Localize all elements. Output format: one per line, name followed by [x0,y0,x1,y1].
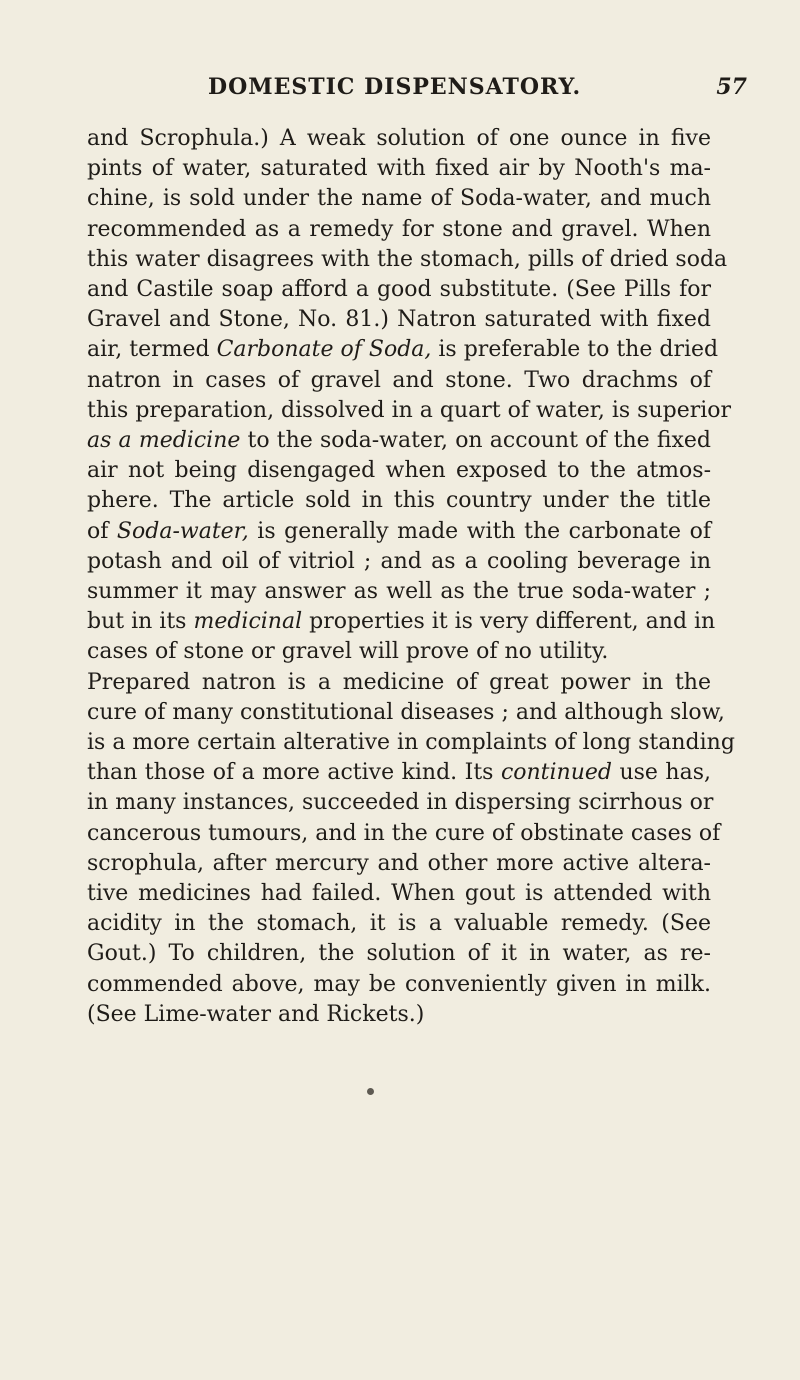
italic-term: continued [500,760,612,786]
text-line-21: is a more certain alterative in complaints of long standing [87,730,735,756]
text-line-3: chine, is sold under the name of Soda-water, and much [87,186,711,212]
italic-term: Soda-water, [116,518,249,544]
text-line-18: cases of stone or gravel will prove of no utility. [87,639,609,665]
text-line-24: cancerous tumours, and in the cure of obstinate cases of [87,820,721,846]
text-line-30: (See Lime-water and Rickets.) [87,1001,425,1027]
text-line-10: this preparation, dissolved in a quart of water, is superior [87,397,732,423]
text-line-11: as a medicine to the soda-water, on account of the fixed [87,428,712,454]
text-line-2: pints of water, saturated with fixed air by Nooth's ma- [87,156,711,182]
italic-term: as a medicine [87,428,241,454]
running-head [0,74,800,114]
text-line-17: but in its medicinal properties it is very different, and in [87,609,716,635]
text-line-26: tive medicines had failed. When gout is attended with [87,881,711,907]
body-text [87,124,735,1030]
text-line-25: scrophula, after mercury and other more active altera- [87,850,711,876]
text-line-22: than those of a more active kind. Its continued use has, [87,760,711,786]
ink-spot [367,1088,374,1095]
italic-term: medicinal [193,609,303,635]
text-line-5: this water disagrees with the stomach, pills of dried soda [87,246,728,272]
text-line-15: potash and oil of vitriol ; and as a cooling beverage in [87,548,711,574]
text-line-8: air, termed Carbonate of Soda, is preferable to the dried [87,337,719,363]
text-line-4: recommended as a remedy for stone and gravel. When [87,216,711,242]
text-line-12: air not being disengaged when exposed to the atmos- [87,458,711,484]
text-line-13: phere. The article sold in this country under the title [87,488,711,514]
text-line-9: natron in cases of gravel and stone. Two drachms of [87,367,711,393]
text-line-7: Gravel and Stone, No. 81.) Natron saturated with fixed [87,307,711,333]
text-line-23: in many instances, succeeded in dispersing scirrhous or [87,790,714,816]
running-head-title: DOMESTIC DISPENSATORY. [208,74,582,100]
page-number: 57 [716,74,747,100]
text-line-16: summer it may answer as well as the true soda-water ; [87,579,711,605]
text-line-1: and Scrophula.) A weak solution of one ounce in five [87,126,711,151]
text-line-29: commended above, may be conveniently given in milk. [87,971,711,997]
text-line-6: and Castile soap afford a good substitute. (See Pills for [87,277,711,303]
text-line-14: of Soda-water, is generally made with the carbonate of [87,518,711,544]
italic-term: Carbonate of Soda, [216,337,432,363]
text-line-28: Gout.) To children, the solution of it in water, as re- [87,941,711,967]
text-line-27: acidity in the stomach, it is a valuable remedy. (See [87,911,711,937]
text-line-20: cure of many constitutional diseases ; and although slow, [87,699,725,725]
text-line-19: Prepared natron is a medicine of great power in the [87,669,711,695]
